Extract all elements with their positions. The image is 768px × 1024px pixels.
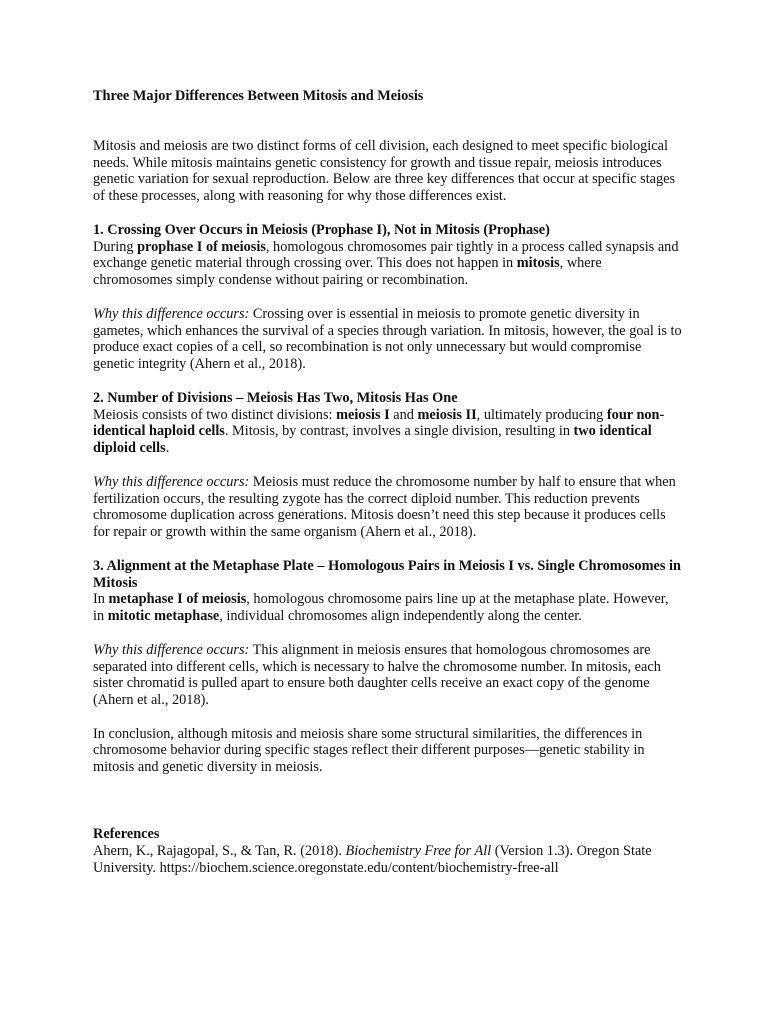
section-1-why-paragraph: Why this difference occurs: Crossing over is essential in meiosis to promote genetic diversity in gametes, which enhances the survival of a species through variation. In mitosis, however, the goal is to produce exact copies of a cell, so recombination is not only unnecessary but would compromise genetic integrity (Ahern et al., 2018). bbox=[93, 305, 682, 373]
references-heading: References bbox=[93, 826, 160, 843]
conclusion-paragraph: In conclusion, although mitosis and meiosis share some structural similarities, the differences in chromosome behavior during specific stages reflect their different purposes—genetic stability in mitosis and genetic diversity in meiosis. bbox=[93, 725, 645, 776]
reference-entry: Ahern, K., Rajagopal, S., & Tan, R. (2018). Biochemistry Free for All (Version 1.3). Oregon State University. https://biochem.science.oregonstate.edu/content/biochemistry-free-all bbox=[93, 842, 652, 876]
intro-paragraph: Mitosis and meiosis are two distinct forms of cell division, each designed to meet specific biological needs. While mitosis maintains genetic consistency for growth and tissue repair, meiosis introduces genetic variation for sexual reproduction. Below are three key differences that occur at specific stages of these processes, along with reasoning for why those differences exist. bbox=[93, 137, 676, 205]
document-page bbox=[93, 88, 683, 876]
section-2-why-paragraph: Why this difference occurs: Meiosis must reduce the chromosome number by half to ensure that when fertilization occurs, the resulting zygote has the correct diploid number. This reduction prevents chromosome duplication across generations. Mitosis doesn’t need this step because it produces cells for repair or growth within the same organism (Ahern et al., 2018). bbox=[93, 473, 676, 541]
section-1-paragraph: During prophase I of meiosis, homologous chromosomes pair tightly in a process called synapsis and exchange genetic material through crossing over. This does not happen in mitosis, where chromosomes simply condense without pairing or recombination. bbox=[93, 238, 679, 289]
section-2-paragraph: Meiosis consists of two distinct divisions: meiosis I and meiosis II, ultimately producing four non-identical haploid cells. Mitosis, by contrast, involves a single division, resulting in two identical diploid cells. bbox=[93, 406, 665, 457]
section-2-heading: 2. Number of Divisions – Meiosis Has Two, Mitosis Has One bbox=[93, 389, 458, 406]
section-3-why-paragraph: Why this difference occurs: This alignment in meiosis ensures that homologous chromosomes are separated into different cells, which is necessary to halve the chromosome number. In mitosis, each sister chromatid is pulled apart to ensure both daughter cells receive an exact copy of the genome (Ahern et al., 2018). bbox=[93, 641, 661, 709]
section-3-paragraph: In metaphase I of meiosis, homologous chromosome pairs line up at the metaphase plate. However, in mitotic metaphase, individual chromosomes align independently along the center. bbox=[93, 591, 669, 625]
section-1-heading: 1. Crossing Over Occurs in Meiosis (Prophase I), Not in Mitosis (Prophase) bbox=[93, 221, 550, 238]
document-title: Three Major Differences Between Mitosis and Meiosis bbox=[93, 88, 424, 104]
section-3-heading: 3. Alignment at the Metaphase Plate – Homologous Pairs in Meiosis I vs. Single Chromosomes in Mitosis bbox=[93, 557, 681, 591]
